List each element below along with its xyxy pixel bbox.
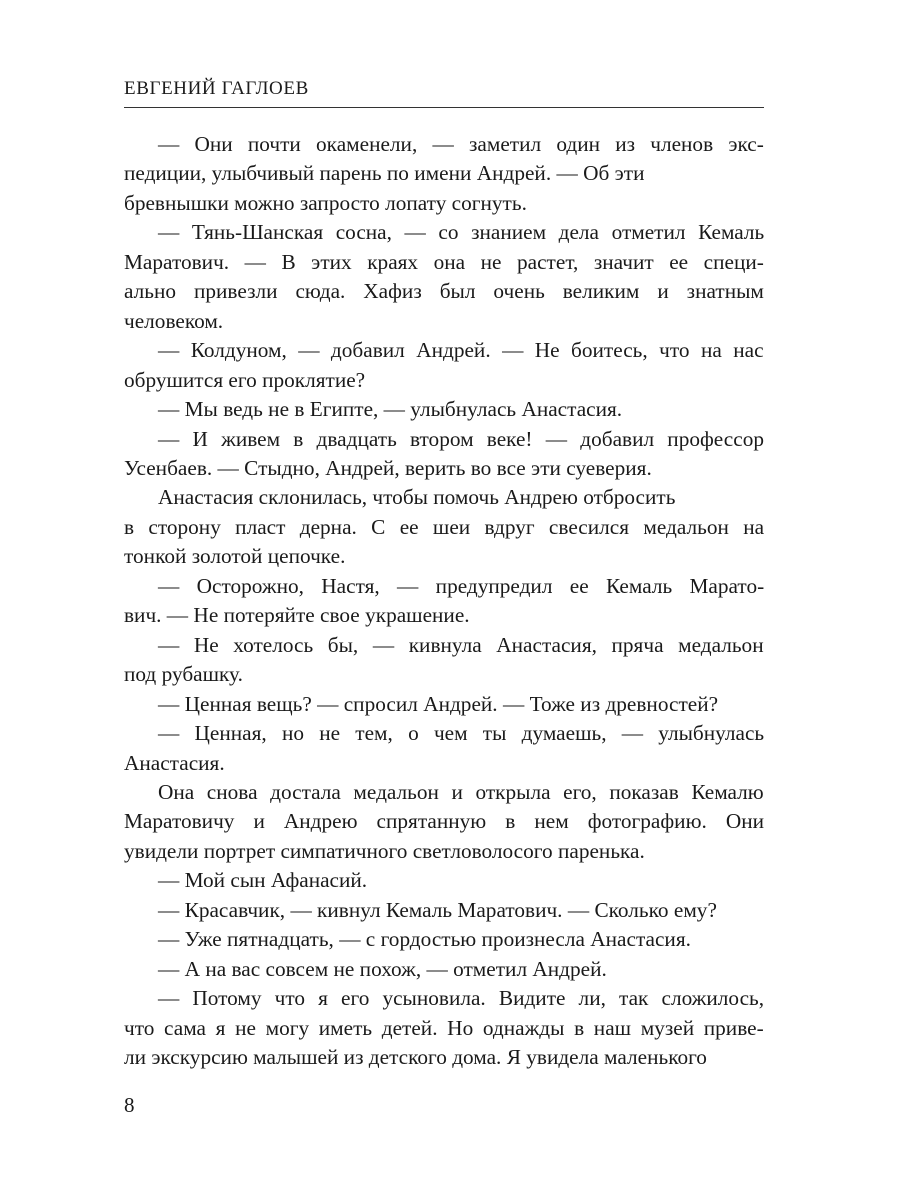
- paragraph: [124, 955, 764, 984]
- text-line: Анастасия склонилась, чтобы помочь Андрею отбросить: [158, 485, 676, 510]
- text-line: Усенбаев. — Стыдно, Андрей, верить во все эти суеверия.: [124, 455, 652, 480]
- body-text: [124, 130, 764, 1073]
- text-line: Маратовичу и Андрею спрятанную в нем фотографию. Они: [124, 809, 765, 834]
- text-line: — Осторожно, Настя, — предупредил ее Кемаль Марато-: [158, 573, 765, 598]
- text-line: — Колдуном, — добавил Андрей. — Не боитесь, что на нас: [158, 338, 764, 363]
- text-line: — А на вас совсем не похож, — отметил Андрей.: [158, 956, 607, 981]
- paragraph: [124, 336, 764, 395]
- paragraph: [124, 690, 764, 719]
- text-line: — Они почти окаменели, — заметил один из членов экс-: [158, 132, 764, 156]
- paragraph: [124, 719, 764, 778]
- text-line: бревнышки можно запросто лопату согнуть.: [124, 190, 527, 215]
- text-line: тонкой золотой цепочке.: [124, 544, 346, 569]
- paragraph: [124, 631, 764, 690]
- text-line: под рубашку.: [124, 662, 243, 687]
- paragraph: [124, 778, 764, 866]
- text-line: Маратович. — В этих краях она не растет, значит ее специ-: [124, 249, 764, 274]
- paragraph: [124, 896, 764, 925]
- page-number: 8: [124, 1093, 135, 1117]
- text-line: что сама я не могу иметь детей. Но однажды в наш музей приве-: [124, 1015, 764, 1040]
- text-line: в сторону пласт дерна. С ее шеи вдруг свесился медальон на: [124, 514, 765, 539]
- paragraph: [124, 218, 764, 336]
- text-line: увидели портрет симпатичного светловолосого паренька.: [124, 838, 645, 863]
- text-line: — Красавчик, — кивнул Кемаль Маратович. — Сколько ему?: [158, 897, 717, 922]
- text-line: — Мой сын Афанасий.: [158, 868, 368, 893]
- paragraph: [124, 130, 764, 218]
- text-line: Она снова достала медальон и открыла его, показав Кемалю: [158, 779, 764, 804]
- text-line: Анастасия.: [124, 750, 225, 775]
- text-line: вич. — Не потеряйте свое украшение.: [124, 603, 470, 628]
- text-line: — Тянь-Шанская сосна, — со знанием дела отметил Кемаль: [158, 220, 765, 245]
- text-line: обрушится его проклятие?: [124, 367, 366, 392]
- text-line: педиции, улыбчивый парень по имени Андрей. — Об эти: [124, 161, 645, 186]
- header-rule: [124, 107, 764, 108]
- paragraph: [124, 483, 764, 571]
- paragraph: [124, 425, 764, 484]
- paragraph: [124, 572, 764, 631]
- paragraph: [124, 866, 764, 895]
- text-line: — Ценная, но не тем, о чем ты думаешь, — улыбнулась: [158, 721, 765, 746]
- text-line: — Потому что я его усыновила. Видите ли, так сложилось,: [158, 986, 765, 1011]
- text-line: — Мы ведь не в Египте, — улыбнулась Анастасия.: [158, 397, 623, 422]
- text-line: — Ценная вещь? — спросил Андрей. — Тоже из древностей?: [158, 691, 719, 716]
- running-head-author: ЕВГЕНИЙ ГАГЛОЕВ: [124, 78, 309, 99]
- paragraph: [124, 984, 764, 1072]
- text-line: ли экскурсию малышей из детского дома. Я увидела маленького: [124, 1045, 707, 1070]
- text-line: ально привезли сюда. Хафиз был очень великим и знатным: [124, 279, 764, 304]
- text-line: — Не хотелось бы, — кивнула Анастасия, пряча медальон: [158, 632, 764, 657]
- text-line: — Уже пятнадцать, — с гордостью произнесла Анастасия.: [158, 927, 691, 952]
- paragraph: [124, 395, 764, 424]
- text-line: — И живем в двадцать втором веке! — добавил профессор: [158, 426, 764, 451]
- paragraph: [124, 925, 764, 954]
- text-line: человеком.: [124, 308, 224, 333]
